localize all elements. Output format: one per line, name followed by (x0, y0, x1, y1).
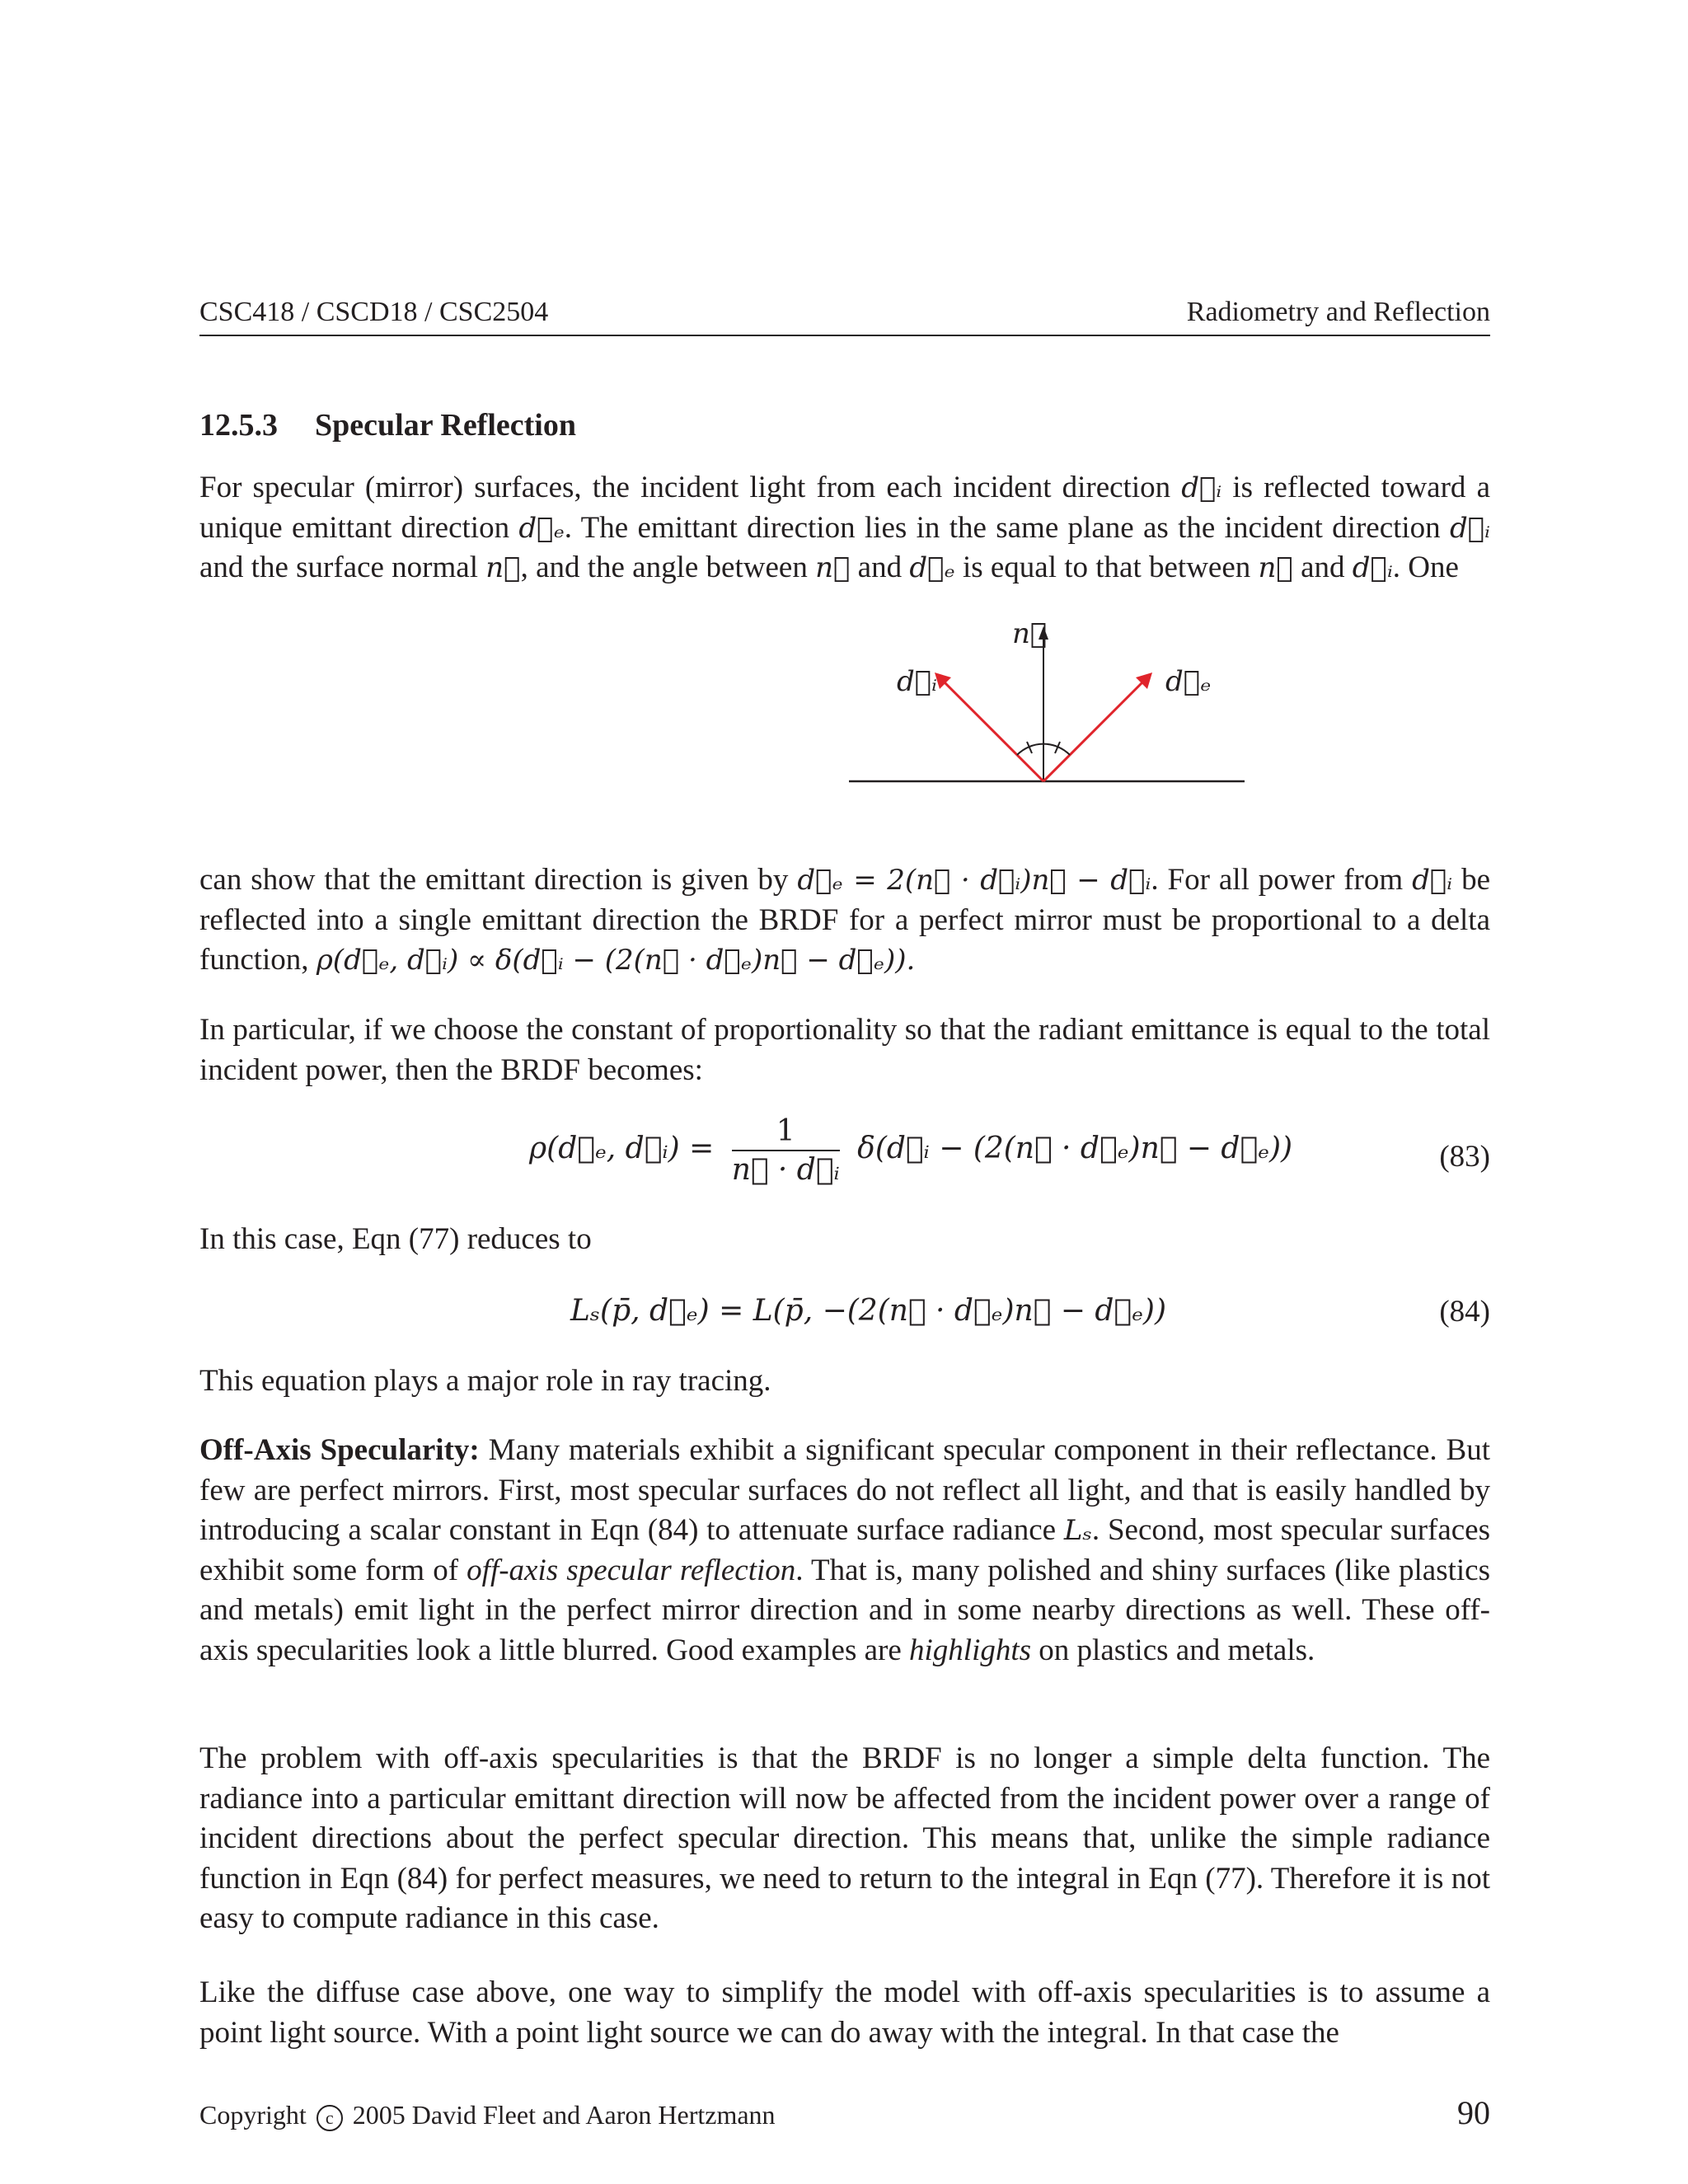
math-de: d⃗ₑ (909, 551, 955, 584)
paragraph-intro (199, 468, 1490, 588)
label-normal: n⃗ (1012, 617, 1048, 650)
paragraph-ray-tracing: This equation plays a major role in ray tracing. (199, 1364, 771, 1398)
page-number: 90 (1457, 2094, 1490, 2131)
text-span: and the surface normal (199, 551, 478, 584)
text-span: , and the angle between (520, 551, 808, 584)
math-Ls: Lₛ (1063, 1514, 1092, 1547)
text-span: . For all power from (1151, 863, 1404, 897)
section-number: 12.5.3 (199, 408, 278, 443)
equation-84-body: Lₛ(p̄, d⃗ₑ) = L(p̄, −(2(n⃗ · d⃗ₑ)n⃗ − d⃗ₑ)) (570, 1294, 1167, 1328)
equation-83-lhs: ρ(d⃗ₑ, d⃗ᵢ) = (529, 1132, 715, 1165)
text-span: Many materials exhibit a significant specular component in their reflectance. But few are perfect mirrors. First, most specular surfaces do not reflect all light, and that is easily handled by introducing a scalar constant in Eqn (84) to attenuate surface radiance (199, 1433, 1490, 1547)
math-de: d⃗ₑ (518, 511, 565, 545)
text-span: is equal to that between (962, 551, 1251, 584)
copyright-symbol: c (316, 2105, 343, 2131)
equation-84 (199, 1291, 1490, 1337)
chapter-title: Radiometry and Reflection (1186, 297, 1490, 327)
text-span: . One (1392, 551, 1459, 584)
text-span: be (1461, 863, 1490, 897)
emphasis-off-axis: off-axis specular reflection (467, 1553, 796, 1587)
math-mirror-equation: d⃗ₑ = 2(n⃗ · d⃗ᵢ)n⃗ − d⃗ᵢ (797, 864, 1151, 897)
equation-83-rhs: δ(d⃗ᵢ − (2(n⃗ · d⃗ₑ)n⃗ − d⃗ₑ)) (857, 1132, 1293, 1165)
course-code: CSC418 / CSCD18 / CSC2504 (199, 297, 549, 327)
math-n: n⃗ (815, 551, 851, 584)
paragraph-off-axis (199, 1431, 1490, 1671)
paragraph-problem: The problem with off-axis specularities is that the BRDF is no longer a simple delta function. The radiance into a particular emittant direction will now be affected from the incident power over a range of incident directions about the perfect specular direction. This means that, unlike the simple radiance function in Eqn (84) for perfect measures, we need to return to the integral in Eqn (77). Therefore it is not easy to compute radiance in this case. (199, 1741, 1490, 1935)
label-emittant: d⃗ₑ (1165, 665, 1212, 698)
equation-83-fraction (732, 1114, 840, 1187)
text-span: . That is, many polished and shiny surfaces (like plastics and metals) emit light in the perfect mirror direction and in some nearby directions as well. These off-axis specularities look a little blurred. Good examples are (199, 1553, 1490, 1667)
incident-ray (941, 679, 1043, 781)
text-span: and (857, 551, 903, 584)
text-span: can show that the emittant direction is given by (199, 863, 789, 897)
paragraph-point-light: Like the diffuse case above, one way to simplify the model with off-axis specularities is to assume a point light source. With a point light source we can do away with the integral. In that case the (199, 1975, 1490, 2050)
running-header (199, 295, 1490, 336)
text-span: . Second, most specular surfaces exhibit some form of (199, 1513, 1490, 1587)
reflection-diagram (849, 610, 1245, 791)
text-span: delta function, (199, 902, 1490, 977)
text-span: . The emittant direction lies in the same plane as the incident direction (564, 510, 1441, 545)
text-span: For specular (mirror) surfaces, the incident light from each incident direction (199, 471, 1171, 504)
text-span: on plastics and metals. (1039, 1633, 1315, 1667)
emittant-ray (1043, 679, 1146, 781)
equation-84-number: (84) (1439, 1295, 1490, 1329)
math-n: n⃗ (1258, 551, 1293, 584)
label-incident: d⃗ᵢ (897, 665, 938, 698)
equation-83-body (529, 1114, 1292, 1187)
fraction-numerator: 1 (732, 1114, 840, 1151)
page-footer (199, 2093, 1490, 2135)
math-delta-equation: ρ(d⃗ₑ, d⃗ᵢ) ∝ δ(d⃗ᵢ − (2(n⃗ · d⃗ₑ)n⃗ − d⃗ₑ)). (316, 944, 916, 977)
fraction-denominator: n⃗ · d⃗ᵢ (731, 1153, 840, 1187)
math-di: d⃗ᵢ (1450, 511, 1491, 545)
copyright-text: 2005 David Fleet and Aaron Hertzmann (352, 2100, 776, 2130)
text-span: reflected into a single emittant direction the BRDF for a perfect mirror must be proportional to a (199, 902, 1421, 937)
paragraph-reduces: In this case, Eqn (77) reduces to (199, 1222, 592, 1256)
copyright-notice (199, 2100, 776, 2131)
section-heading (199, 407, 576, 443)
off-axis-heading: Off-Axis Specularity: (199, 1433, 480, 1467)
copyright-prefix: Copyright (199, 2100, 307, 2130)
emphasis-highlights: highlights (909, 1633, 1032, 1667)
text-span: is reflected toward (1232, 471, 1466, 504)
math-di: d⃗ᵢ (1352, 551, 1393, 584)
math-n: n⃗ (485, 551, 521, 584)
math-di: d⃗ᵢ (1412, 864, 1453, 897)
text-span: and (1301, 551, 1345, 584)
text-span: a unique emittant direction (199, 471, 1490, 545)
paragraph-mirror-direction (199, 860, 1490, 981)
section-title-text: Specular Reflection (315, 408, 576, 443)
equation-83 (199, 1114, 1490, 1197)
paragraph-constant: In particular, if we choose the constant of proportionality so that the radiant emittance is equal to the total incident power, then the BRDF becomes: (199, 1013, 1490, 1087)
math-di: d⃗ᵢ (1181, 471, 1222, 504)
equation-83-number: (83) (1439, 1140, 1490, 1174)
